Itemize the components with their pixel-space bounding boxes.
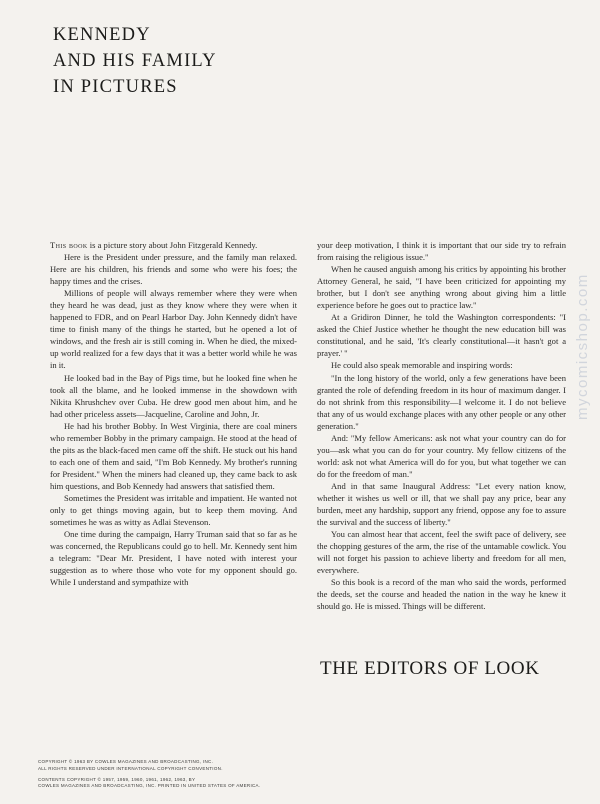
copyright-notice: [38, 759, 260, 790]
paragraph: He could also speak memorable and inspiring words:: [331, 360, 513, 371]
intro-lead: This book: [50, 240, 88, 250]
paragraph: Here is the President under pressure, and the family man relaxed. Here are his children, his friends and some who were his foes; the happy times and the crises.: [50, 252, 297, 287]
paragraph: [50, 239, 297, 251]
title-line-2: AND HIS FAMILY: [53, 51, 217, 71]
copyright-line: ALL RIGHTS RESERVED UNDER INTERNATIONAL COPYRIGHT CONVENTION.: [38, 765, 223, 771]
watermark: mycomicshop.com: [574, 273, 591, 420]
paragraph: At a Gridiron Dinner, he told the Washington correspondents: "I asked the Chief Justice whether he thought the new education bill was constitutional, and he said, 'It's clearly constitutional—it hasn't got a prayer.' ": [317, 312, 566, 359]
paragraph: So this book is a record of the man who said the words, performed the deeds, set the course and headed the nation in the way he knew it should go. He is missed. Things will be different.: [317, 577, 566, 612]
paragraph: And in that same Inaugural Address: "Let every nation know, whether it wishes us well or ill, that we shall pay any price, bear any burden, meet any hardship, support any friend, oppose any foe to assure the survival and the success of liberty.": [317, 480, 566, 528]
paragraph: One time during the campaign, Harry Truman said that so far as he was concerned, the Republicans could go to hell. Mr. Kennedy sent him a telegram: "Dear Mr. President, I have noted with interest your suggestion as to where those who vote for my opponent should go. While I understand and sympathize with: [50, 529, 297, 588]
paragraph: your deep motivation, I think it is important that our side try to refrain from raising the religious issue.": [317, 240, 566, 263]
paragraph: Sometimes the President was irritable and impatient. He wanted not only to get things moving again, but to keep them moving. And sometimes he was as witty as Adlai Stevenson.: [50, 492, 297, 528]
paragraph: He had his brother Bobby. In West Virginia, there are coal miners who remember Bobby in the primary campaign. He stood at the head of the pits as the black-faced men came off the shift. He stuck out his hand to each one of them and said, "I'm Bob Kennedy. My brother's running for President." When the miners had cleaned up, they came back to ask him questions, and Bob Kennedy had answers that satisfied them.: [50, 420, 297, 491]
paragraph: You can almost hear that accent, feel the swift pace of delivery, see the chopping gestures of the arm, the rise of the untamable cowlick. You will not forget his passion to achieve liberty and freedom for all men, everywhere.: [317, 529, 566, 576]
paragraph: He looked bad in the Bay of Pigs time, but he looked fine when he took all the blame, and he looked immense in the showdown with Nikita Khrushchev over Cuba. He drew good men about him, and he had other priceless assets—Jacqueline, Caroline and John, Jr.: [50, 372, 297, 419]
copyright-line: COWLES MAGAZINES AND BROADCASTING, INC. PRINTED IN UNITED STATES OF AMERICA.: [38, 783, 261, 789]
paragraph: And: "My fellow Americans: ask not what your country can do for you—ask what you can do for your country. My fellow citizens of the world: ask not what America will do for you, but what together we can do for the freedom of man.": [317, 432, 566, 479]
paragraph-text: is a picture story about John Fitzgerald Kennedy.: [87, 240, 258, 250]
right-column: [317, 239, 566, 612]
paragraph: When he caused anguish among his critics by appointing his brother Attorney General, he said, "I have been criticized for appointing my brother, but I don't see anything wrong about giving him a little experience before he goes out to practice law.": [317, 264, 566, 311]
left-column: [50, 239, 297, 588]
paragraph: "In the long history of the world, only a few generations have been granted the role of defending freedom in its hour of maximum danger. I do not shrink from this responsibility—I welcome it. I do not believe that any of us would exchange places with any other people or any other generation.": [317, 372, 566, 431]
signature: THE EDITORS OF LOOK: [320, 658, 540, 679]
title-line-1: KENNEDY: [53, 25, 151, 45]
paragraph: Millions of people will always remember where they were when they heard he was dead, just as they know where they were when it happened to FDR, and on Pearl Harbor Day. John Kennedy didn't have time to finish many of the things he started, but he opened a lot of windows, and the fresh air is still coming in. When he died, the mixed-up world realized for a few days that it was a better world while he was in it.: [50, 288, 297, 371]
title-line-3: IN PICTURES: [53, 77, 178, 97]
copyright-line: CONTENTS COPYRIGHT © 1957, 1959, 1960, 1961, 1962, 1963, BY: [38, 776, 196, 782]
copyright-line: COPYRIGHT © 1963 BY COWLES MAGAZINES AND BROADCASTING, INC.: [38, 759, 214, 764]
page-title: [53, 22, 217, 100]
